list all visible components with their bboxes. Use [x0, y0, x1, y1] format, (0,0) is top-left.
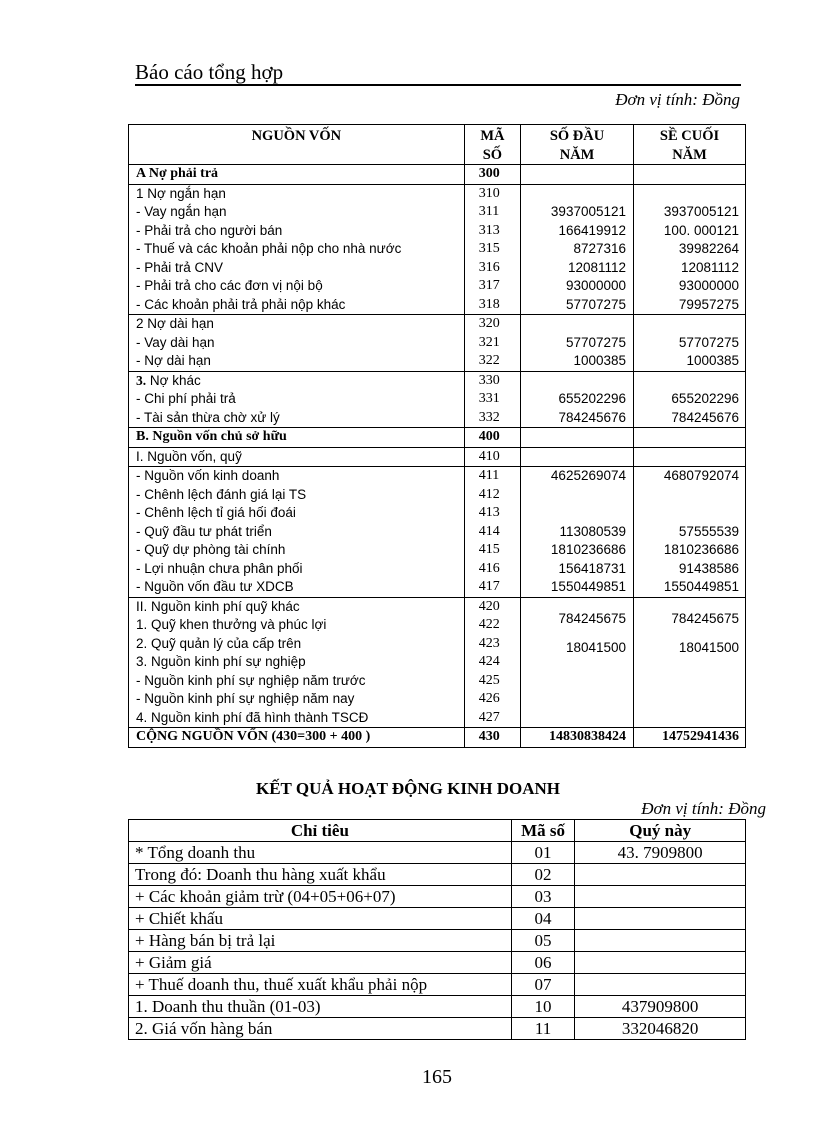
report-title: Báo cáo tổng hợp	[135, 60, 284, 84]
long-term-debt-group	[129, 315, 746, 372]
header-begin: SỐ ĐẦU NĂM	[521, 125, 634, 165]
header-rule	[135, 84, 741, 86]
other-debt-group	[129, 371, 746, 428]
funds-row	[129, 447, 746, 467]
balance-header-row	[129, 125, 746, 165]
table-row: + Các khoản giảm trừ (04+05+06+07) 03	[129, 886, 746, 908]
g2-codes: 320 321 322	[464, 315, 520, 372]
total-end: 14752941436	[634, 728, 746, 748]
balance-table	[128, 124, 746, 748]
short-term-debt-group	[129, 184, 746, 315]
table-row: + Thuế doanh thu, thuế xuất khẩu phải nộp 07	[129, 974, 746, 996]
g2-labels: 2 Nợ dài hạn - Vay dài hạn - Nợ dài hạn	[129, 315, 465, 372]
section-b-label: B. Nguồn vốn chủ sở hữu	[129, 428, 465, 448]
other-funds-group	[129, 597, 746, 728]
table-row: + Chiết khấu 04	[129, 908, 746, 930]
g4-code: 410	[464, 447, 520, 467]
total-begin: 14830838424	[521, 728, 634, 748]
header-indicator: Chỉ tiêu	[129, 820, 512, 842]
equity-group	[129, 467, 746, 598]
total-label: CỘNG NGUỒN VỐN (430=300 + 400 )	[129, 728, 465, 748]
g3-codes: 330 331 332	[464, 371, 520, 428]
g1-begin: 3937005121 166419912 8727316 12081112 93000000 57707275	[521, 184, 634, 315]
g3-labels: 3. Nợ khác - Chi phí phải trả - Tài sản thừa chờ xử lý	[129, 371, 465, 428]
g1-codes: 310 311 313 315 316 317 318	[464, 184, 520, 315]
g6-codes: 420 422 423 424 425 426 427	[464, 597, 520, 728]
header-code: Mã số	[511, 820, 575, 842]
section-b-code: 400	[464, 428, 520, 448]
g4-label: I. Nguồn vốn, quỹ	[129, 447, 465, 467]
g3-begin: 655202296 784245676	[521, 371, 634, 428]
section-b-row	[129, 428, 746, 448]
g6-end: 784245675 18041500	[634, 597, 746, 728]
g5-end: 4680792074 57555539 1810236686 91438586 1550449851	[634, 467, 746, 598]
g1-labels: 1 Nợ ngắn hạn - Vay ngắn hạn - Phải trả cho người bán - Thuế và các khoản phải nộp cho nhà nước - Phải trả CNV - Phải trả cho các đơn vị nội bộ - Các khoản phải trả phải nộp khác	[129, 184, 465, 315]
header-source: NGUỒN VỐN	[129, 125, 465, 165]
page-number: 165	[422, 1066, 452, 1088]
g2-begin: 57707275 1000385	[521, 315, 634, 372]
table-row: + Hàng bán bị trả lại 05	[129, 930, 746, 952]
g1-end: 3937005121 100. 000121 39982264 12081112 93000000 79957275	[634, 184, 746, 315]
results-title: KẾT QUẢ HOẠT ĐỘNG KINH DOANH	[256, 779, 560, 798]
g6-begin: 784245675 18041500	[521, 597, 634, 728]
g5-codes: 411 412 413 414 415 416 417	[464, 467, 520, 598]
table-row: * Tổng doanh thu 01 43. 7909800	[129, 842, 746, 864]
g6-labels: II. Nguồn kinh phí quỹ khác 1. Quỹ khen thưởng và phúc lợi 2. Quỹ quản lý của cấp trên 3. Nguồn kinh phí sự nghiệp - Nguồn kinh phí sự nghiệp năm trước - Nguồn kinh phí sự nghiệp năm nay 4. Nguồn kinh phí đã hình thành TSCĐ	[129, 597, 465, 728]
header-quarter: Quý này	[575, 820, 746, 842]
total-code: 430	[464, 728, 520, 748]
table-row: 1. Doanh thu thuần (01-03) 10 437909800	[129, 996, 746, 1018]
g5-begin: 4625269074 113080539 1810236686 156418731 1550449851	[521, 467, 634, 598]
total-row	[129, 728, 746, 748]
table-row: Trong đó: Doanh thu hàng xuất khẩu 02	[129, 864, 746, 886]
section-a-code: 300	[464, 165, 520, 185]
table-row: + Giảm giá 06	[129, 952, 746, 974]
results-table	[128, 819, 746, 1040]
results-unit-label: Đơn vị tính: Đồng	[641, 799, 766, 818]
section-a-row	[129, 165, 746, 185]
header-end: SỀ CUỐI NĂM	[634, 125, 746, 165]
g3-end: 655202296 784245676	[634, 371, 746, 428]
unit-label: Đơn vị tính: Đồng	[615, 90, 740, 109]
section-a-label: A Nợ phải trả	[129, 165, 465, 185]
g2-end: 57707275 1000385	[634, 315, 746, 372]
results-header-row	[129, 820, 746, 842]
header-code: MÃ SỐ	[464, 125, 520, 165]
table-row: 2. Giá vốn hàng bán 11 332046820	[129, 1018, 746, 1040]
g5-labels: - Nguồn vốn kinh doanh - Chênh lệch đánh giá lại TS - Chênh lệch tỉ giá hối đoái - Quỹ đầu tư phát triển - Quỹ dự phòng tài chính - Lợi nhuận chưa phân phối - Nguồn vốn đầu tư XDCB	[129, 467, 465, 598]
